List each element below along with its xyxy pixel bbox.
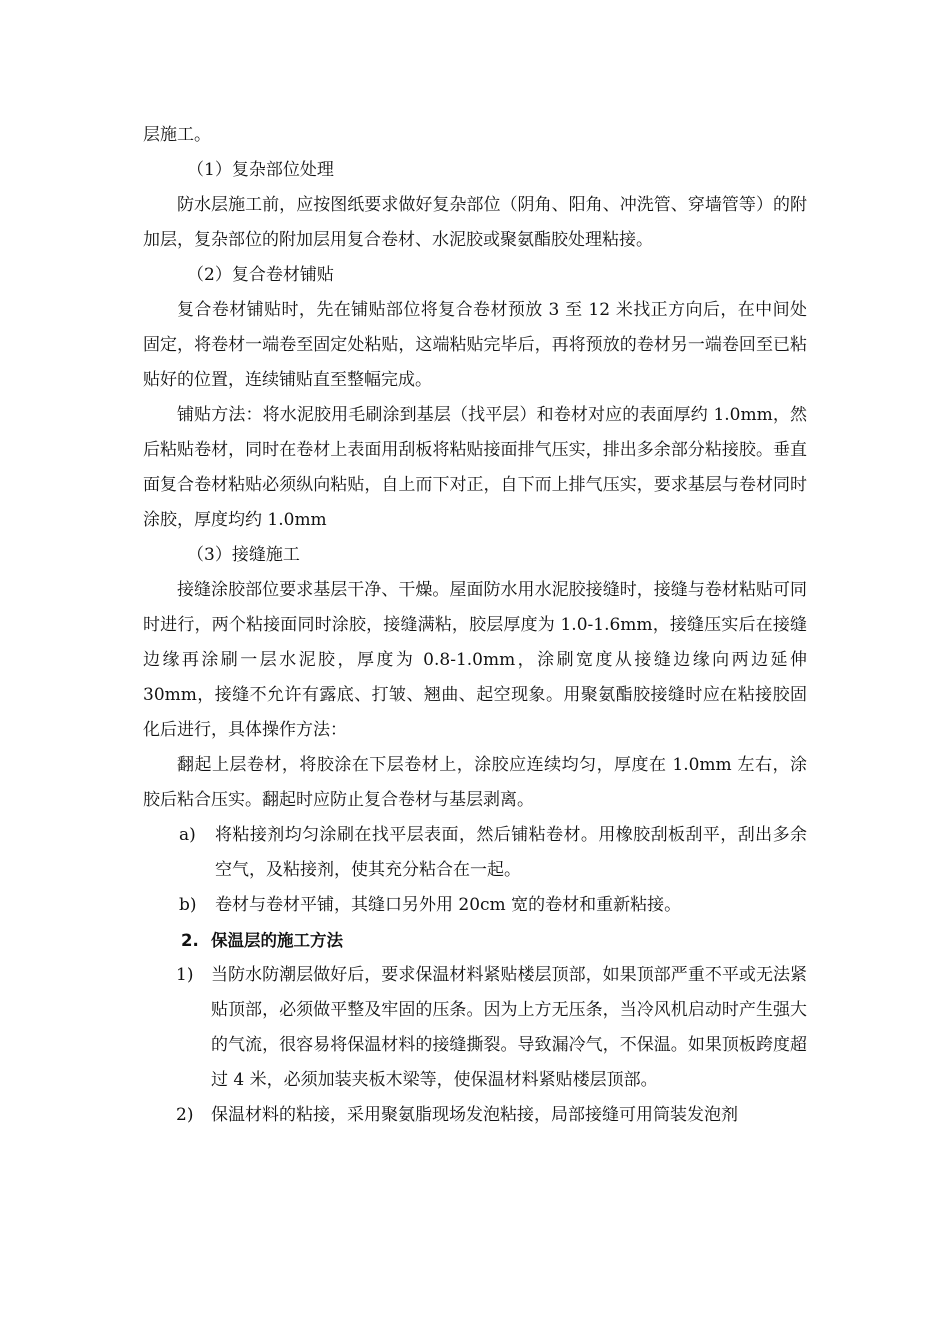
list-item-1 <box>143 958 807 1098</box>
list-item-a <box>143 818 807 888</box>
list-item-text: 卷材与卷材平铺，其缝口另外用 20cm 宽的卷材和重新粘接。 <box>215 895 682 915</box>
document-body <box>143 118 807 1133</box>
list-item-text: 当防水防潮层做好后，要求保温材料紧贴楼层顶部，如果顶部严重不平或无法紧贴顶部，必须做平整及牢固的压条。因为上方无压条，当冷风机启动时产生强大的气流，很容易将保温材料的接缝撕裂。导致漏冷气，不保温。如果顶板跨度超过 4 米，必须加装夹板木梁等，使保温材料紧贴楼层顶部。 <box>211 965 807 1090</box>
list-marker: a) <box>179 825 196 845</box>
section-number: 2. <box>181 931 199 950</box>
list-marker: b) <box>179 895 197 915</box>
sub-heading-3: （3）接缝施工 <box>187 545 300 565</box>
section-heading-2 <box>143 923 807 958</box>
paragraph-seam-construction: 接缝涂胶部位要求基层干净、干燥。屋面防水用水泥胶接缝时，接缝与卷材粘贴可同时进行，两个粘接面同时涂胶，接缝满粘，胶层厚度为 1.0-1.6mm，接缝压实后在接缝边缘再涂刷一层水泥胶，厚度为 0.8-1.0mm，涂刷宽度从接缝边缘向两边延伸 30mm，接缝不允许有露底、打皱、翘曲、起空现象。用聚氨酯胶接缝时应在粘接胶固化后进行，具体操作方法： <box>143 580 807 740</box>
sub-heading-1: （1）复杂部位处理 <box>187 160 334 180</box>
sub-heading-2: （2）复合卷材铺贴 <box>187 265 334 285</box>
list-item-b <box>143 888 807 923</box>
list-marker: 2) <box>176 1105 194 1125</box>
paragraph-flip-upper-layer: 翻起上层卷材，将胶涂在下层卷材上，涂胶应连续均匀，厚度在 1.0mm 左右，涂胶后粘合压实。翻起时应防止复合卷材与基层剥离。 <box>143 755 807 810</box>
paragraph-membrane-laying: 复合卷材铺贴时，先在铺贴部位将复合卷材预放 3 至 12 米找正方向后，在中间处固定，将卷材一端卷至固定处粘贴，这端粘贴完毕后，再将预放的卷材另一端卷回至已粘贴好的位置，连续铺贴直至整幅完成。 <box>143 300 807 390</box>
paragraph-laying-method: 铺贴方法：将水泥胶用毛刷涂到基层（找平层）和卷材对应的表面厚约 1.0mm，然后粘贴卷材，同时在卷材上表面用刮板将粘贴接面排气压实，排出多余部分粘接胶。垂直面复合卷材粘贴必须纵向粘贴，自上而下对正，自下而上排气压实，要求基层与卷材同时涂胶，厚度均约 1.0mm <box>143 405 807 530</box>
list-item-text: 将粘接剂均匀涂刷在找平层表面，然后铺粘卷材。用橡胶刮板刮平，刮出多余空气，及粘接剂，使其充分粘合在一起。 <box>215 825 807 880</box>
continuation-text: 层施工。 <box>143 125 211 145</box>
list-marker: 1) <box>176 965 194 985</box>
paragraph-complex-parts: 防水层施工前，应按图纸要求做好复杂部位（阴角、阳角、冲洗管、穿墙管等）的附加层，复杂部位的附加层用复合卷材、水泥胶或聚氨酯胶处理粘接。 <box>143 195 807 250</box>
list-item-text: 保温材料的粘接，采用聚氨脂现场发泡粘接，局部接缝可用筒装发泡剂 <box>211 1105 738 1125</box>
section-title: 保温层的施工方法 <box>211 931 343 950</box>
list-item-2 <box>143 1098 807 1133</box>
